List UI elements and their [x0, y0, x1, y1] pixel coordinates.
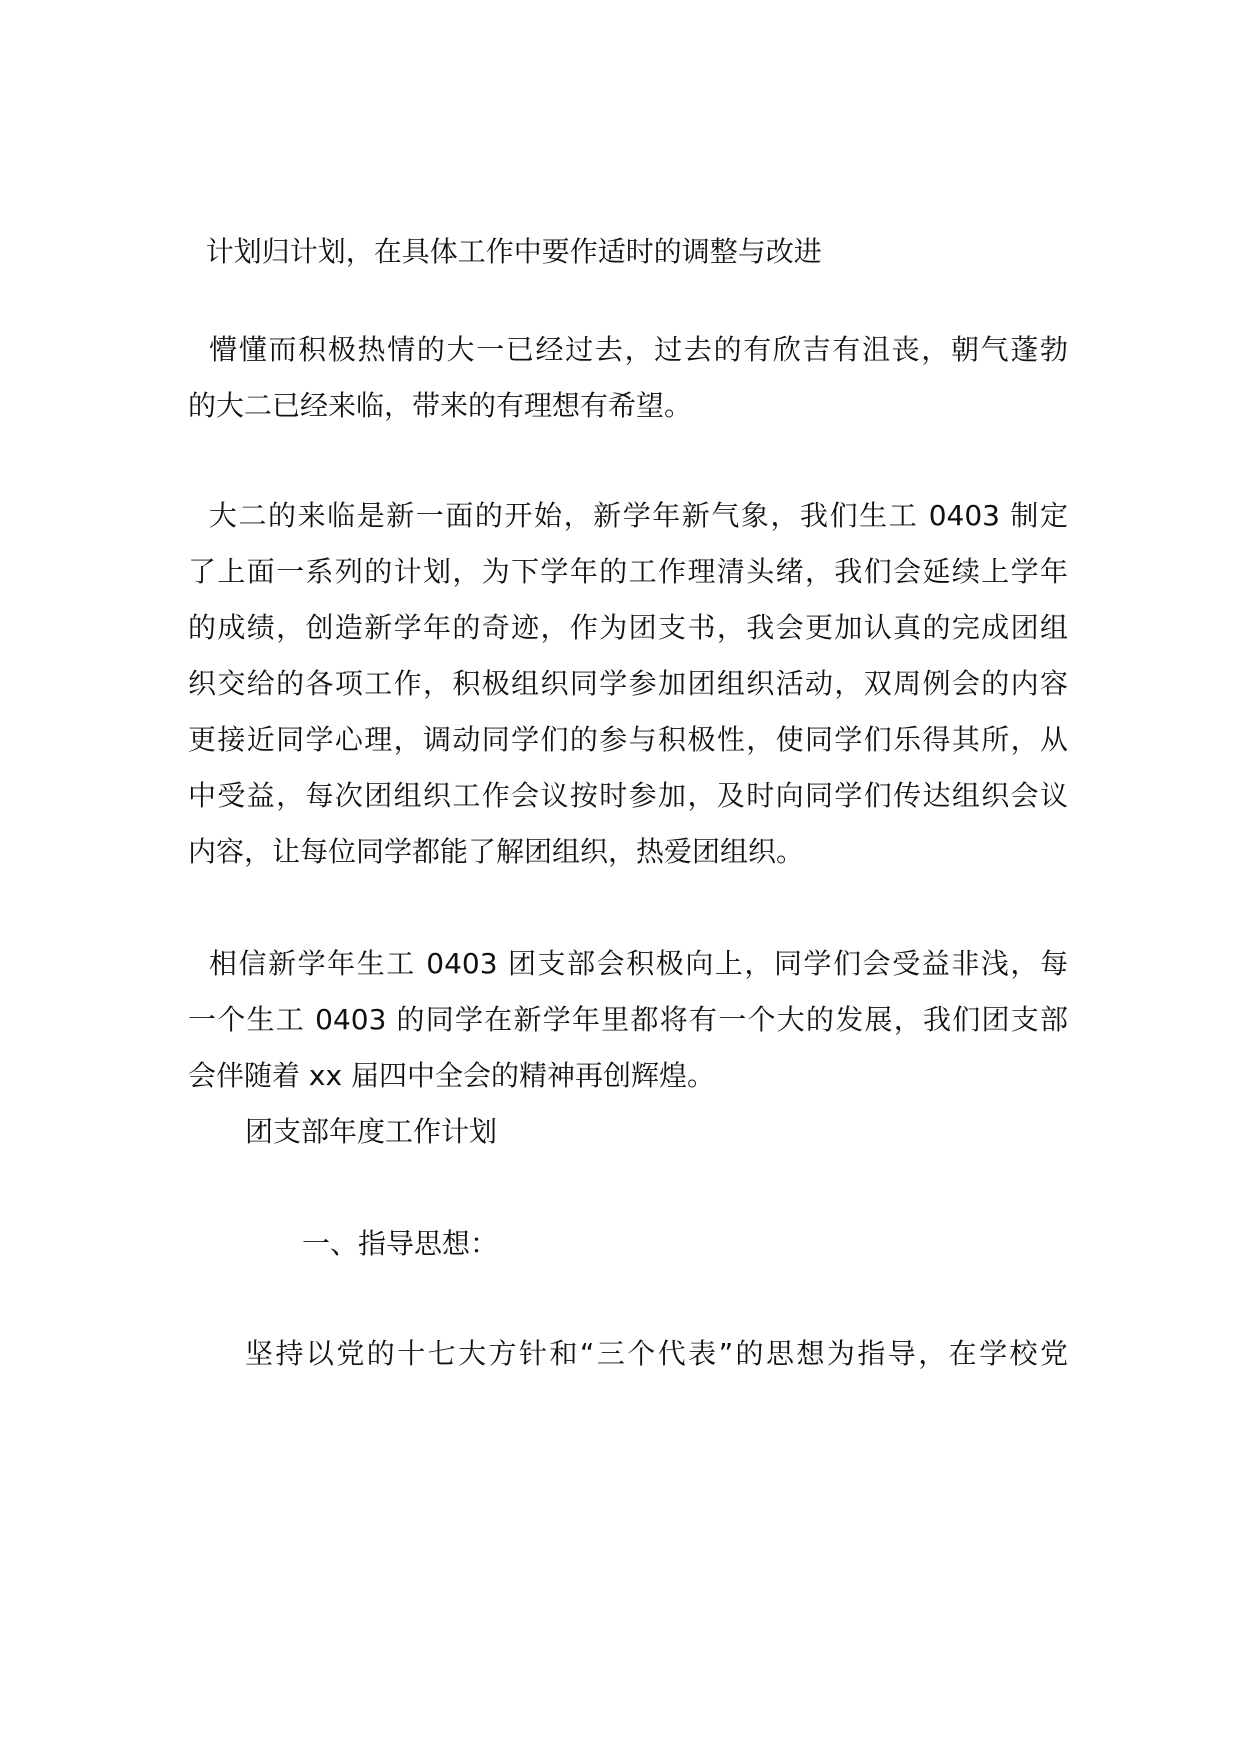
paragraph-outlook-line-3 [188, 1056, 1068, 1096]
line-text: 的成绩，创造新学年的奇迹，作为团支书，我会更加认真的完成团组 [188, 611, 1068, 644]
line-text: 了上面一系列的计划，为下学年的工作理清头绪，我们会延续上学年 [188, 555, 1068, 588]
paragraph-sophomore-intro-line-1 [188, 330, 1068, 370]
paragraph-plan-line-5 [188, 720, 1068, 760]
paragraph-plan-line-4 [188, 664, 1068, 704]
paragraph-outlook-line-2 [188, 1000, 1068, 1040]
line-text: 相信新学年生工 0403 团支部会积极向上，同学们会受益非浅，每 [188, 947, 1068, 980]
heading-guiding-ideology [302, 1224, 1062, 1264]
line-text: 内容，让每位同学都能了解团组织，热爱团组织。 [188, 835, 805, 868]
line-text: 一个生工 0403 的同学在新学年里都将有一个大的发展，我们团支部 [188, 1003, 1068, 1036]
line-text: 一、指导思想： [302, 1227, 499, 1260]
line-text: 会伴随着 xx 届四中全会的精神再创辉煌。 [188, 1059, 715, 1092]
line-text: 坚持以党的十七大方针和“三个代表”的思想为指导，在学校党 [245, 1337, 1068, 1370]
line-text: 中受益，每次团组织工作会议按时参加，及时向同学们传达组织会议 [188, 779, 1068, 812]
paragraph-plan-line-2 [188, 552, 1068, 592]
paragraph-outlook-line-1 [188, 944, 1068, 984]
line-text: 计划归计划，在具体工作中要作适时的调整与改进 [188, 235, 822, 268]
paragraph-plan-line-1 [188, 496, 1068, 536]
line-text: 织交给的各项工作，积极组织同学参加团组织活动，双周例会的内容 [188, 667, 1068, 700]
line-text: 更接近同学心理，调动同学们的参与积极性，使同学们乐得其所，从 [188, 723, 1068, 756]
paragraph-plan-line-3 [188, 608, 1068, 648]
section-title [245, 1112, 1065, 1152]
line-text: 大二的来临是新一面的开始，新学年新气象，我们生工 0403 制定 [188, 499, 1068, 532]
line-text: 团支部年度工作计划 [245, 1115, 498, 1148]
line-text: 懵懂而积极热情的大一已经过去，过去的有欣吉有沮丧，朝气蓬勃 [188, 333, 1068, 366]
paragraph-sophomore-intro-line-2 [188, 386, 1068, 426]
paragraph-adjustment-note [188, 232, 1068, 272]
paragraph-plan-line-7 [188, 832, 1068, 872]
paragraph-guidance-line-1 [245, 1334, 1068, 1374]
paragraph-plan-line-6 [188, 776, 1068, 816]
line-text: 的大二已经来临，带来的有理想有希望。 [188, 389, 693, 422]
